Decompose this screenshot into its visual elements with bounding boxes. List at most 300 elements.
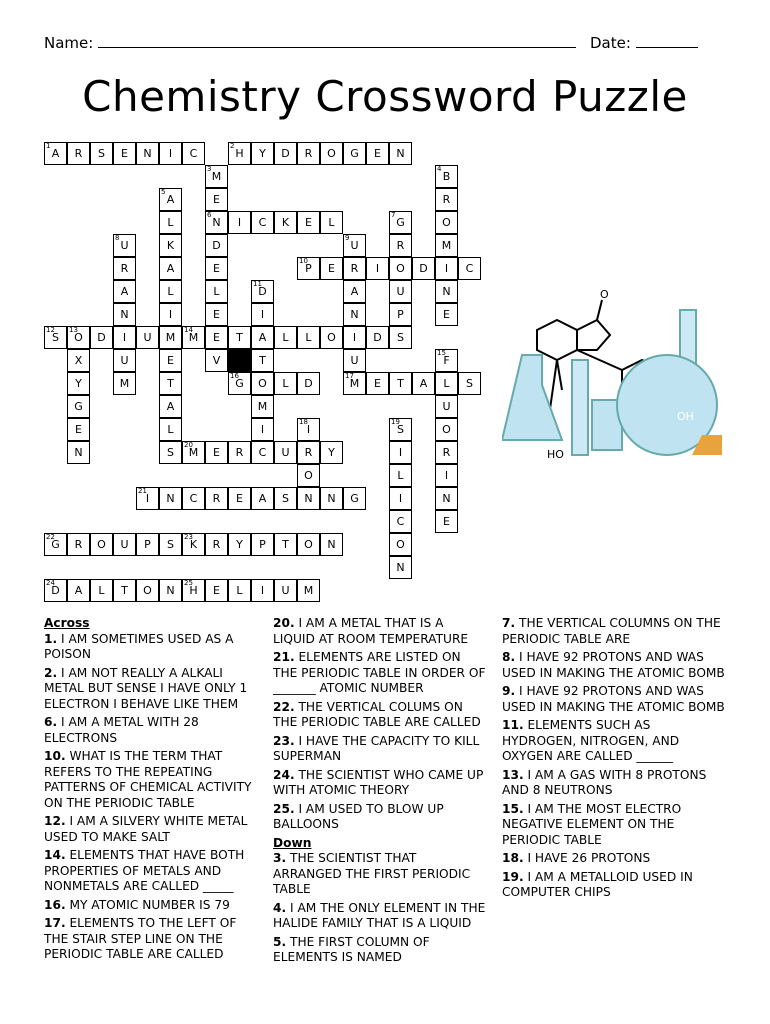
cell-letter: G (396, 216, 405, 229)
grid-cell[interactable] (435, 349, 458, 372)
grid-cell[interactable] (182, 441, 205, 464)
grid-cell[interactable] (205, 257, 228, 280)
cell-letter: I (260, 423, 265, 436)
clue-number: 6 (207, 211, 212, 219)
grid-cell[interactable] (435, 510, 458, 533)
clue-item (44, 898, 259, 914)
cell-letter: Y (75, 377, 82, 390)
grid-cell[interactable] (113, 142, 136, 165)
cell-letter: R (235, 446, 244, 459)
cell-letter: C (465, 262, 474, 275)
grid-cell[interactable] (159, 188, 182, 211)
grid-cell[interactable] (251, 533, 274, 556)
grid-cell[interactable] (90, 533, 113, 556)
clue-number: 22. (273, 699, 295, 714)
cell-letter: N (166, 584, 175, 597)
cell-letter: H (189, 584, 198, 597)
clue-text: THE FIRST COLUMN OF ELEMENTS IS NAMED (273, 934, 430, 964)
clue-text: MY ATOMIC NUMBER IS 79 (65, 897, 230, 912)
grid-cell[interactable] (343, 234, 366, 257)
grid-cell[interactable] (412, 257, 435, 280)
grid-cell[interactable] (274, 142, 297, 165)
grid-cell[interactable] (136, 579, 159, 602)
grid-cell[interactable] (274, 372, 297, 395)
cell-letter: P (305, 262, 312, 275)
cell-letter: A (74, 584, 83, 597)
clue-text: ELEMENTS SUCH AS HYDROGEN, NITROGEN, AND OXYGEN ARE CALLED ______ (502, 718, 680, 763)
grid-cell[interactable] (435, 372, 458, 395)
grid-cell[interactable] (159, 441, 182, 464)
grid-cell[interactable] (159, 211, 182, 234)
cell-letter: U (143, 331, 152, 344)
across-heading: Across (44, 616, 90, 630)
clue-number: 7 (391, 211, 396, 219)
grid-cell[interactable] (297, 211, 320, 234)
grid-cell[interactable] (251, 441, 274, 464)
grid-cell[interactable] (458, 257, 481, 280)
grid-cell[interactable] (67, 395, 90, 418)
grid-cell[interactable] (343, 280, 366, 303)
grid-cell[interactable] (251, 303, 274, 326)
clue-number: 17 (345, 372, 354, 380)
cell-letter: O (143, 584, 152, 597)
cell-letter: C (189, 147, 198, 160)
grid-cell[interactable] (251, 349, 274, 372)
cell-letter: G (350, 147, 359, 160)
cell-letter: I (260, 308, 265, 321)
clue-number: 18 (299, 418, 308, 426)
grid-cell[interactable] (366, 372, 389, 395)
grid-cell[interactable] (205, 188, 228, 211)
clue-item (273, 901, 488, 932)
clue-column-1 (44, 616, 259, 966)
clue-number: 19 (391, 418, 400, 426)
grid-cell[interactable] (389, 441, 412, 464)
cell-letter: L (282, 331, 289, 344)
clue-column-3 (502, 616, 727, 904)
grid-cell[interactable] (113, 579, 136, 602)
grid-cell[interactable] (343, 303, 366, 326)
grid-cell[interactable] (228, 372, 251, 395)
cell-letter: L (98, 584, 105, 597)
grid-cell[interactable] (389, 303, 412, 326)
grid-cell[interactable] (251, 395, 274, 418)
clue-number: 17. (44, 916, 66, 930)
grid-cell[interactable] (182, 142, 205, 165)
clue-text: THE VERTICAL COLUMS ON THE PERIODIC TABLE ARE CALLED (273, 699, 481, 729)
grid-cell[interactable] (274, 211, 297, 234)
cell-letter: V (212, 354, 221, 367)
clue-number: 19. (502, 869, 524, 884)
cell-letter: R (442, 446, 451, 459)
clue-item (502, 650, 727, 681)
grid-cell[interactable] (389, 533, 412, 556)
clue-number: 2. (44, 665, 58, 680)
grid-cell[interactable] (67, 418, 90, 441)
clue-number: 23. (273, 733, 295, 748)
cell-letter: I (398, 446, 403, 459)
grid-cell[interactable] (136, 533, 159, 556)
grid-cell[interactable] (343, 372, 366, 395)
cell-letter: A (51, 147, 60, 160)
cell-letter: R (74, 538, 83, 551)
grid-cell[interactable] (44, 142, 67, 165)
grid-cell[interactable] (274, 533, 297, 556)
grid-cell[interactable] (159, 487, 182, 510)
grid-cell[interactable] (159, 418, 182, 441)
grid-cell[interactable] (297, 418, 320, 441)
grid-cell[interactable] (205, 326, 228, 349)
grid-cell[interactable] (251, 487, 274, 510)
clue-item (273, 616, 488, 647)
grid-cell[interactable] (366, 142, 389, 165)
cell-letter: Y (259, 147, 266, 160)
grid-cell[interactable] (251, 326, 274, 349)
cell-letter: C (258, 216, 267, 229)
cell-letter: M (441, 239, 452, 252)
grid-cell[interactable] (297, 441, 320, 464)
clue-text: WHAT IS THE TERM THAT REFERS TO THE REPEATING PATTERNS OF CHEMICAL ACTIVITY ON THE PERIODIC TABLE (44, 749, 252, 810)
cell-letter: A (350, 285, 359, 298)
cell-letter: M (119, 377, 130, 390)
grid-cell[interactable] (435, 211, 458, 234)
cell-letter: K (166, 239, 175, 252)
grid-cell[interactable] (251, 211, 274, 234)
down-heading: Down (273, 835, 312, 850)
cell-letter: L (328, 216, 335, 229)
grid-cell[interactable] (113, 257, 136, 280)
grid-cell[interactable] (44, 579, 67, 602)
clue-item (44, 848, 259, 895)
grid-cell[interactable] (389, 211, 412, 234)
cell-letter: A (166, 400, 175, 413)
grid-cell[interactable] (67, 142, 90, 165)
grid-cell[interactable] (159, 234, 182, 257)
grid-cell[interactable] (389, 234, 412, 257)
grid-cell[interactable] (435, 441, 458, 464)
grid-cell[interactable] (435, 234, 458, 257)
clue-number: 20. (273, 616, 295, 630)
grid-cell[interactable] (67, 579, 90, 602)
grid-cell[interactable] (113, 234, 136, 257)
grid-cell[interactable] (297, 326, 320, 349)
grid-cell[interactable] (320, 441, 343, 464)
cell-letter: E (75, 423, 82, 436)
clue-item (273, 768, 488, 799)
grid-cell[interactable] (251, 372, 274, 395)
grid-cell[interactable] (320, 487, 343, 510)
grid-cell[interactable] (159, 349, 182, 372)
cell-letter: F (443, 354, 450, 367)
grid-cell[interactable] (458, 372, 481, 395)
clue-number: 22 (46, 533, 55, 541)
grid-cell[interactable] (205, 234, 228, 257)
grid-cell[interactable] (274, 579, 297, 602)
grid-cell[interactable] (343, 487, 366, 510)
grid-cell[interactable] (205, 487, 228, 510)
clue-text: I AM NOT REALLY A ALKALI METAL BUT SENSE I HAVE ONLY 1 ELECTRON I BEHAVE LIKE THEM (44, 665, 248, 711)
grid-cell[interactable] (113, 303, 136, 326)
cell-letter: Y (236, 538, 243, 551)
grid-cell[interactable] (343, 326, 366, 349)
grid-cell[interactable] (159, 326, 182, 349)
cell-letter: K (281, 216, 290, 229)
cell-letter: N (327, 538, 336, 551)
clue-number: 25 (184, 579, 193, 587)
cell-letter: T (259, 354, 266, 367)
cell-letter: I (352, 331, 357, 344)
grid-cell[interactable] (182, 533, 205, 556)
cell-letter: N (120, 308, 129, 321)
clue-number: 2 (230, 142, 235, 150)
grid-cell[interactable] (389, 556, 412, 579)
grid-cell[interactable] (228, 142, 251, 165)
grid-cell[interactable] (297, 464, 320, 487)
clue-text: I AM A GAS WITH 8 PROTONS AND 8 NEUTRONS (502, 767, 707, 797)
cell-letter: P (144, 538, 151, 551)
grid-cell[interactable] (228, 211, 251, 234)
grid-cell[interactable] (182, 579, 205, 602)
grid-cell[interactable] (320, 211, 343, 234)
cell-letter: D (304, 377, 313, 390)
cell-letter: G (350, 492, 359, 505)
cell-letter: R (304, 446, 313, 459)
clue-number: 10 (299, 257, 308, 265)
clue-text: ELEMENTS THAT HAVE BOTH PROPERTIES OF METALS AND NONMETALS ARE CALLED _____ (44, 848, 245, 893)
clue-item (273, 851, 488, 898)
clue-item (44, 814, 259, 845)
grid-cell[interactable] (297, 142, 320, 165)
grid-cell[interactable] (182, 487, 205, 510)
cell-letter: T (397, 377, 404, 390)
grid-cell[interactable] (389, 326, 412, 349)
clue-text: I AM SOMETIMES USED AS A POISON (44, 631, 234, 661)
oxygen-label: O (600, 290, 609, 301)
cell-letter: X (74, 354, 83, 367)
grid-cell[interactable] (205, 303, 228, 326)
grid-cell[interactable] (251, 418, 274, 441)
cell-letter: N (396, 561, 405, 574)
grid-cell[interactable] (228, 579, 251, 602)
grid-cell[interactable] (67, 326, 90, 349)
grid-cell[interactable] (113, 326, 136, 349)
cell-letter: M (165, 331, 176, 344)
clue-item (273, 700, 488, 731)
cell-letter: I (168, 308, 173, 321)
grid-cell[interactable] (343, 349, 366, 372)
grid-cell[interactable] (67, 349, 90, 372)
grid-cell[interactable] (205, 211, 228, 234)
grid-cell[interactable] (435, 280, 458, 303)
grid-cell[interactable] (435, 303, 458, 326)
grid-cell[interactable] (136, 142, 159, 165)
grid-cell[interactable] (159, 579, 182, 602)
grid-cell[interactable] (113, 372, 136, 395)
grid-cell[interactable] (366, 326, 389, 349)
grid-cell[interactable] (251, 142, 274, 165)
grid-cell[interactable] (136, 326, 159, 349)
grid-cell[interactable] (435, 165, 458, 188)
cell-letter: M (188, 331, 199, 344)
grid-cell[interactable] (297, 579, 320, 602)
grid-cell[interactable] (274, 487, 297, 510)
grid-cell[interactable] (251, 280, 274, 303)
grid-cell[interactable] (113, 349, 136, 372)
cell-letter: S (397, 423, 404, 436)
grid-cell[interactable] (389, 257, 412, 280)
grid-cell[interactable] (435, 188, 458, 211)
cell-letter: E (213, 262, 220, 275)
grid-cell[interactable] (251, 579, 274, 602)
grid-cell[interactable] (435, 487, 458, 510)
cell-letter: O (74, 331, 83, 344)
grid-cell[interactable] (320, 533, 343, 556)
grid-cell[interactable] (205, 280, 228, 303)
clue-number: 24. (273, 767, 295, 782)
cell-letter: A (166, 262, 175, 275)
grid-cell[interactable] (274, 326, 297, 349)
clue-item (502, 718, 727, 765)
cell-letter: M (303, 584, 314, 597)
grid-cell[interactable] (205, 441, 228, 464)
page-title: Chemistry Crossword Puzzle (82, 72, 688, 121)
clue-number: 14. (44, 848, 66, 862)
grid-cell[interactable] (205, 533, 228, 556)
name-label: Name: (44, 34, 94, 52)
clue-item (502, 802, 727, 849)
grid-cell[interactable] (366, 257, 389, 280)
grid-cell[interactable] (44, 533, 67, 556)
cell-letter: U (281, 446, 290, 459)
grid-cell[interactable] (159, 372, 182, 395)
cell-letter: L (167, 285, 174, 298)
clue-item (44, 715, 259, 746)
grid-cell[interactable] (205, 165, 228, 188)
grid-cell[interactable] (435, 418, 458, 441)
clue-number: 11 (253, 280, 262, 288)
clue-item (502, 870, 727, 901)
grid-cell[interactable] (389, 280, 412, 303)
cell-letter: I (444, 469, 449, 482)
grid-cell[interactable] (389, 510, 412, 533)
cell-letter: T (167, 377, 174, 390)
cell-letter: S (167, 538, 174, 551)
grid-cell[interactable] (182, 326, 205, 349)
grid-cell[interactable] (274, 441, 297, 464)
clue-number: 5 (161, 188, 166, 196)
clue-number: 13. (502, 767, 524, 782)
grid-cell[interactable] (435, 464, 458, 487)
grid-cell[interactable] (228, 441, 251, 464)
clue-item (502, 684, 727, 715)
grid-cell[interactable] (320, 257, 343, 280)
cell-letter: D (419, 262, 428, 275)
grid-cell[interactable] (389, 418, 412, 441)
cell-letter: R (212, 538, 221, 551)
clue-text: I AM A SILVERY WHITE METAL USED TO MAKE SALT (44, 814, 248, 844)
grid-cell[interactable] (205, 579, 228, 602)
cell-letter: I (145, 492, 150, 505)
grid-cell[interactable] (389, 372, 412, 395)
cell-letter: E (213, 446, 220, 459)
cell-letter: U (350, 239, 359, 252)
grid-cell[interactable] (320, 326, 343, 349)
cell-letter: L (167, 216, 174, 229)
grid-cell[interactable] (113, 280, 136, 303)
grid-cell[interactable] (159, 395, 182, 418)
cell-letter: O (396, 538, 405, 551)
cell-letter: U (120, 538, 129, 551)
grid-cell[interactable] (44, 326, 67, 349)
cell-letter: A (258, 331, 267, 344)
grid-cell[interactable] (67, 533, 90, 556)
grid-cell[interactable] (90, 326, 113, 349)
clue-number: 12 (46, 326, 55, 334)
cell-letter: E (374, 147, 381, 160)
cell-letter: I (260, 584, 265, 597)
cell-letter: O (258, 377, 267, 390)
grid-cell[interactable] (67, 372, 90, 395)
grid-cell[interactable] (412, 372, 435, 395)
grid-cell[interactable] (343, 257, 366, 280)
cell-letter: U (350, 354, 359, 367)
grid-cell[interactable] (159, 257, 182, 280)
grid-cell[interactable] (389, 142, 412, 165)
grid-cell[interactable] (297, 487, 320, 510)
grid-cell[interactable] (343, 142, 366, 165)
grid-cell[interactable] (205, 349, 228, 372)
grid-cell[interactable] (297, 372, 320, 395)
clue-text: THE SCIENTIST THAT ARRANGED THE FIRST PERIODIC TABLE (273, 851, 471, 896)
grid-cell[interactable] (228, 487, 251, 510)
clue-number: 1 (46, 142, 51, 150)
grid-cell[interactable] (90, 579, 113, 602)
grid-cell[interactable] (297, 533, 320, 556)
grid-cell[interactable] (159, 142, 182, 165)
grid-cell[interactable] (228, 326, 251, 349)
cell-letter: I (444, 262, 449, 275)
grid-cell[interactable] (90, 142, 113, 165)
cell-letter: A (258, 492, 267, 505)
clue-item (273, 935, 488, 966)
clue-text: I AM THE ONLY ELEMENT IN THE HALIDE FAMILY THAT IS A LIQUID (273, 900, 486, 930)
grid-cell[interactable] (297, 257, 320, 280)
grid-cell[interactable] (67, 441, 90, 464)
cell-letter: D (97, 331, 106, 344)
clue-text: I HAVE 92 PROTONS AND WAS USED IN MAKING THE ATOMIC BOMB (502, 650, 725, 680)
cell-letter: E (121, 147, 128, 160)
grid-cell[interactable] (389, 464, 412, 487)
grid-cell[interactable] (113, 533, 136, 556)
grid-cell[interactable] (159, 280, 182, 303)
grid-cell[interactable] (228, 533, 251, 556)
cell-letter: N (304, 492, 313, 505)
clue-number: 23 (184, 533, 193, 541)
cell-letter: N (74, 446, 83, 459)
clue-number: 24 (46, 579, 55, 587)
grid-cell[interactable] (435, 395, 458, 418)
cell-letter: S (282, 492, 289, 505)
grid-cell[interactable] (136, 487, 159, 510)
clue-item (502, 768, 727, 799)
grid-cell[interactable] (159, 303, 182, 326)
cell-letter: N (442, 492, 451, 505)
cell-letter: N (212, 216, 221, 229)
grid-cell[interactable] (159, 533, 182, 556)
grid-cell[interactable] (389, 487, 412, 510)
grid-cell[interactable] (435, 257, 458, 280)
grid-cell[interactable] (320, 142, 343, 165)
